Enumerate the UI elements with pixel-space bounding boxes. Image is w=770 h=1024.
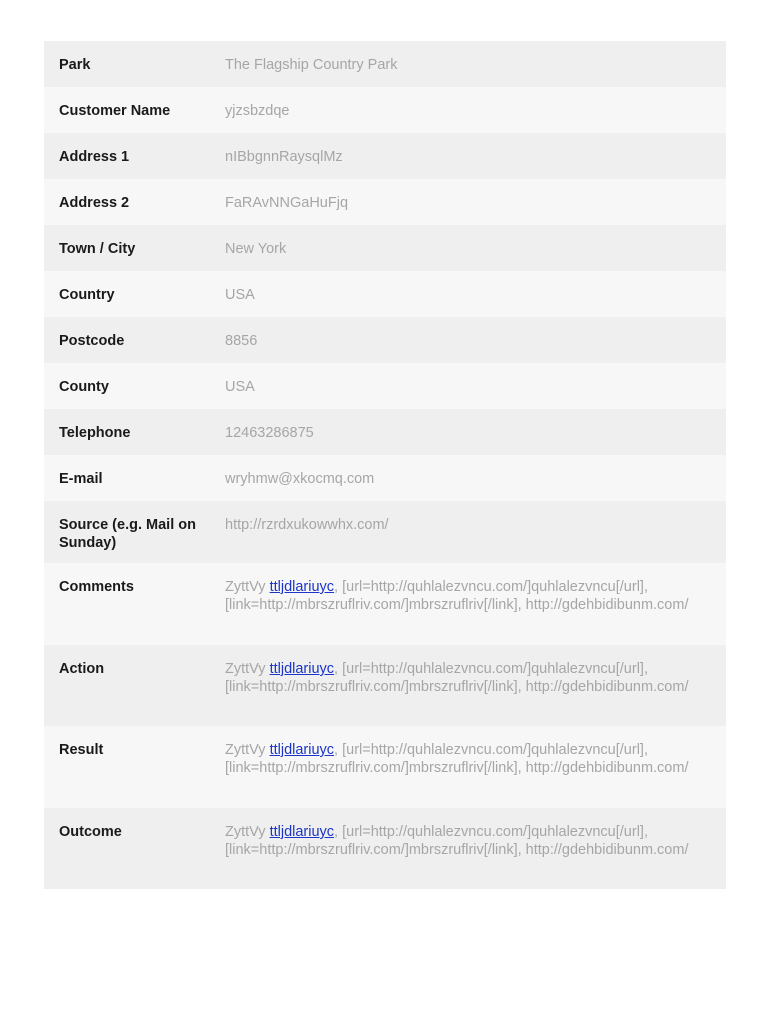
value-suffix: , [url=http://quhlalezvncu.com/]quhlalezvncu[/url], [link=http://mbrszruflriv.com/]mbrszruflriv[/link], http://gdehbidibunm.com/ — [225, 661, 689, 695]
field-value: The Flagship Country Park — [225, 57, 398, 73]
field-label: Action — [59, 661, 105, 677]
record-row — [44, 808, 726, 889]
field-label: Outcome — [59, 824, 122, 840]
field-label: Address 1 — [59, 149, 130, 165]
record-table — [44, 41, 726, 889]
field-label: Postcode — [59, 333, 125, 349]
value-prefix: ZyttVy — [225, 742, 270, 758]
field-value: FaRAvNNGaHuFjq — [225, 195, 349, 211]
field-label: Source (e.g. Mail on Sunday) — [59, 517, 196, 551]
field-label: Result — [59, 742, 104, 758]
value-suffix: , [url=http://quhlalezvncu.com/]quhlalezvncu[/url], [link=http://mbrszruflriv.com/]mbrszruflriv[/link], http://gdehbidibunm.com/ — [225, 579, 689, 613]
value-suffix: , [url=http://quhlalezvncu.com/]quhlalezvncu[/url], [link=http://mbrszruflriv.com/]mbrszruflriv[/link], http://gdehbidibunm.com/ — [225, 824, 689, 858]
record-row — [44, 225, 726, 271]
text-link[interactable]: ttljdlariuyc — [269, 824, 335, 840]
field-label: E-mail — [59, 471, 103, 487]
record-row — [44, 409, 726, 455]
field-value — [225, 578, 726, 614]
record-row — [44, 41, 726, 87]
record-row — [44, 317, 726, 363]
value-prefix: ZyttVy — [225, 824, 270, 840]
field-label: Park — [59, 57, 91, 73]
field-value: 12463286875 — [225, 425, 314, 441]
field-label: Telephone — [59, 425, 131, 441]
text-link[interactable]: ttljdlariuyc — [269, 579, 335, 595]
record-row — [44, 133, 726, 179]
record-row — [44, 563, 726, 645]
record-row — [44, 501, 726, 563]
record-row — [44, 271, 726, 317]
field-label: Address 2 — [59, 195, 130, 211]
field-value: USA — [225, 287, 255, 303]
record-row — [44, 363, 726, 409]
field-value: nIBbgnnRaysqlMz — [225, 149, 343, 165]
field-label: Country — [59, 287, 115, 303]
field-value: yjzsbzdqe — [225, 103, 290, 119]
value-prefix: ZyttVy — [225, 579, 270, 595]
value-suffix: , [url=http://quhlalezvncu.com/]quhlalezvncu[/url], [link=http://mbrszruflriv.com/]mbrszruflriv[/link], http://gdehbidibunm.com/ — [225, 742, 689, 776]
value-prefix: ZyttVy — [225, 661, 270, 677]
field-value — [225, 741, 726, 777]
field-label: Customer Name — [59, 103, 171, 119]
record-row — [44, 179, 726, 225]
record-row — [44, 87, 726, 133]
record-row — [44, 726, 726, 808]
field-value — [225, 823, 726, 859]
text-link[interactable]: ttljdlariuyc — [269, 742, 335, 758]
field-label: County — [59, 379, 109, 395]
text-link[interactable]: ttljdlariuyc — [269, 661, 335, 677]
field-value: 8856 — [225, 333, 258, 349]
field-value: wryhmw@xkocmq.com — [225, 471, 375, 487]
record-row — [44, 455, 726, 501]
field-label: Town / City — [59, 241, 136, 257]
field-label: Comments — [59, 579, 134, 595]
field-value: New York — [225, 241, 287, 257]
field-value — [225, 660, 726, 696]
field-value: USA — [225, 379, 255, 395]
record-row — [44, 645, 726, 726]
field-value: http://rzrdxukowwhx.com/ — [225, 517, 389, 533]
